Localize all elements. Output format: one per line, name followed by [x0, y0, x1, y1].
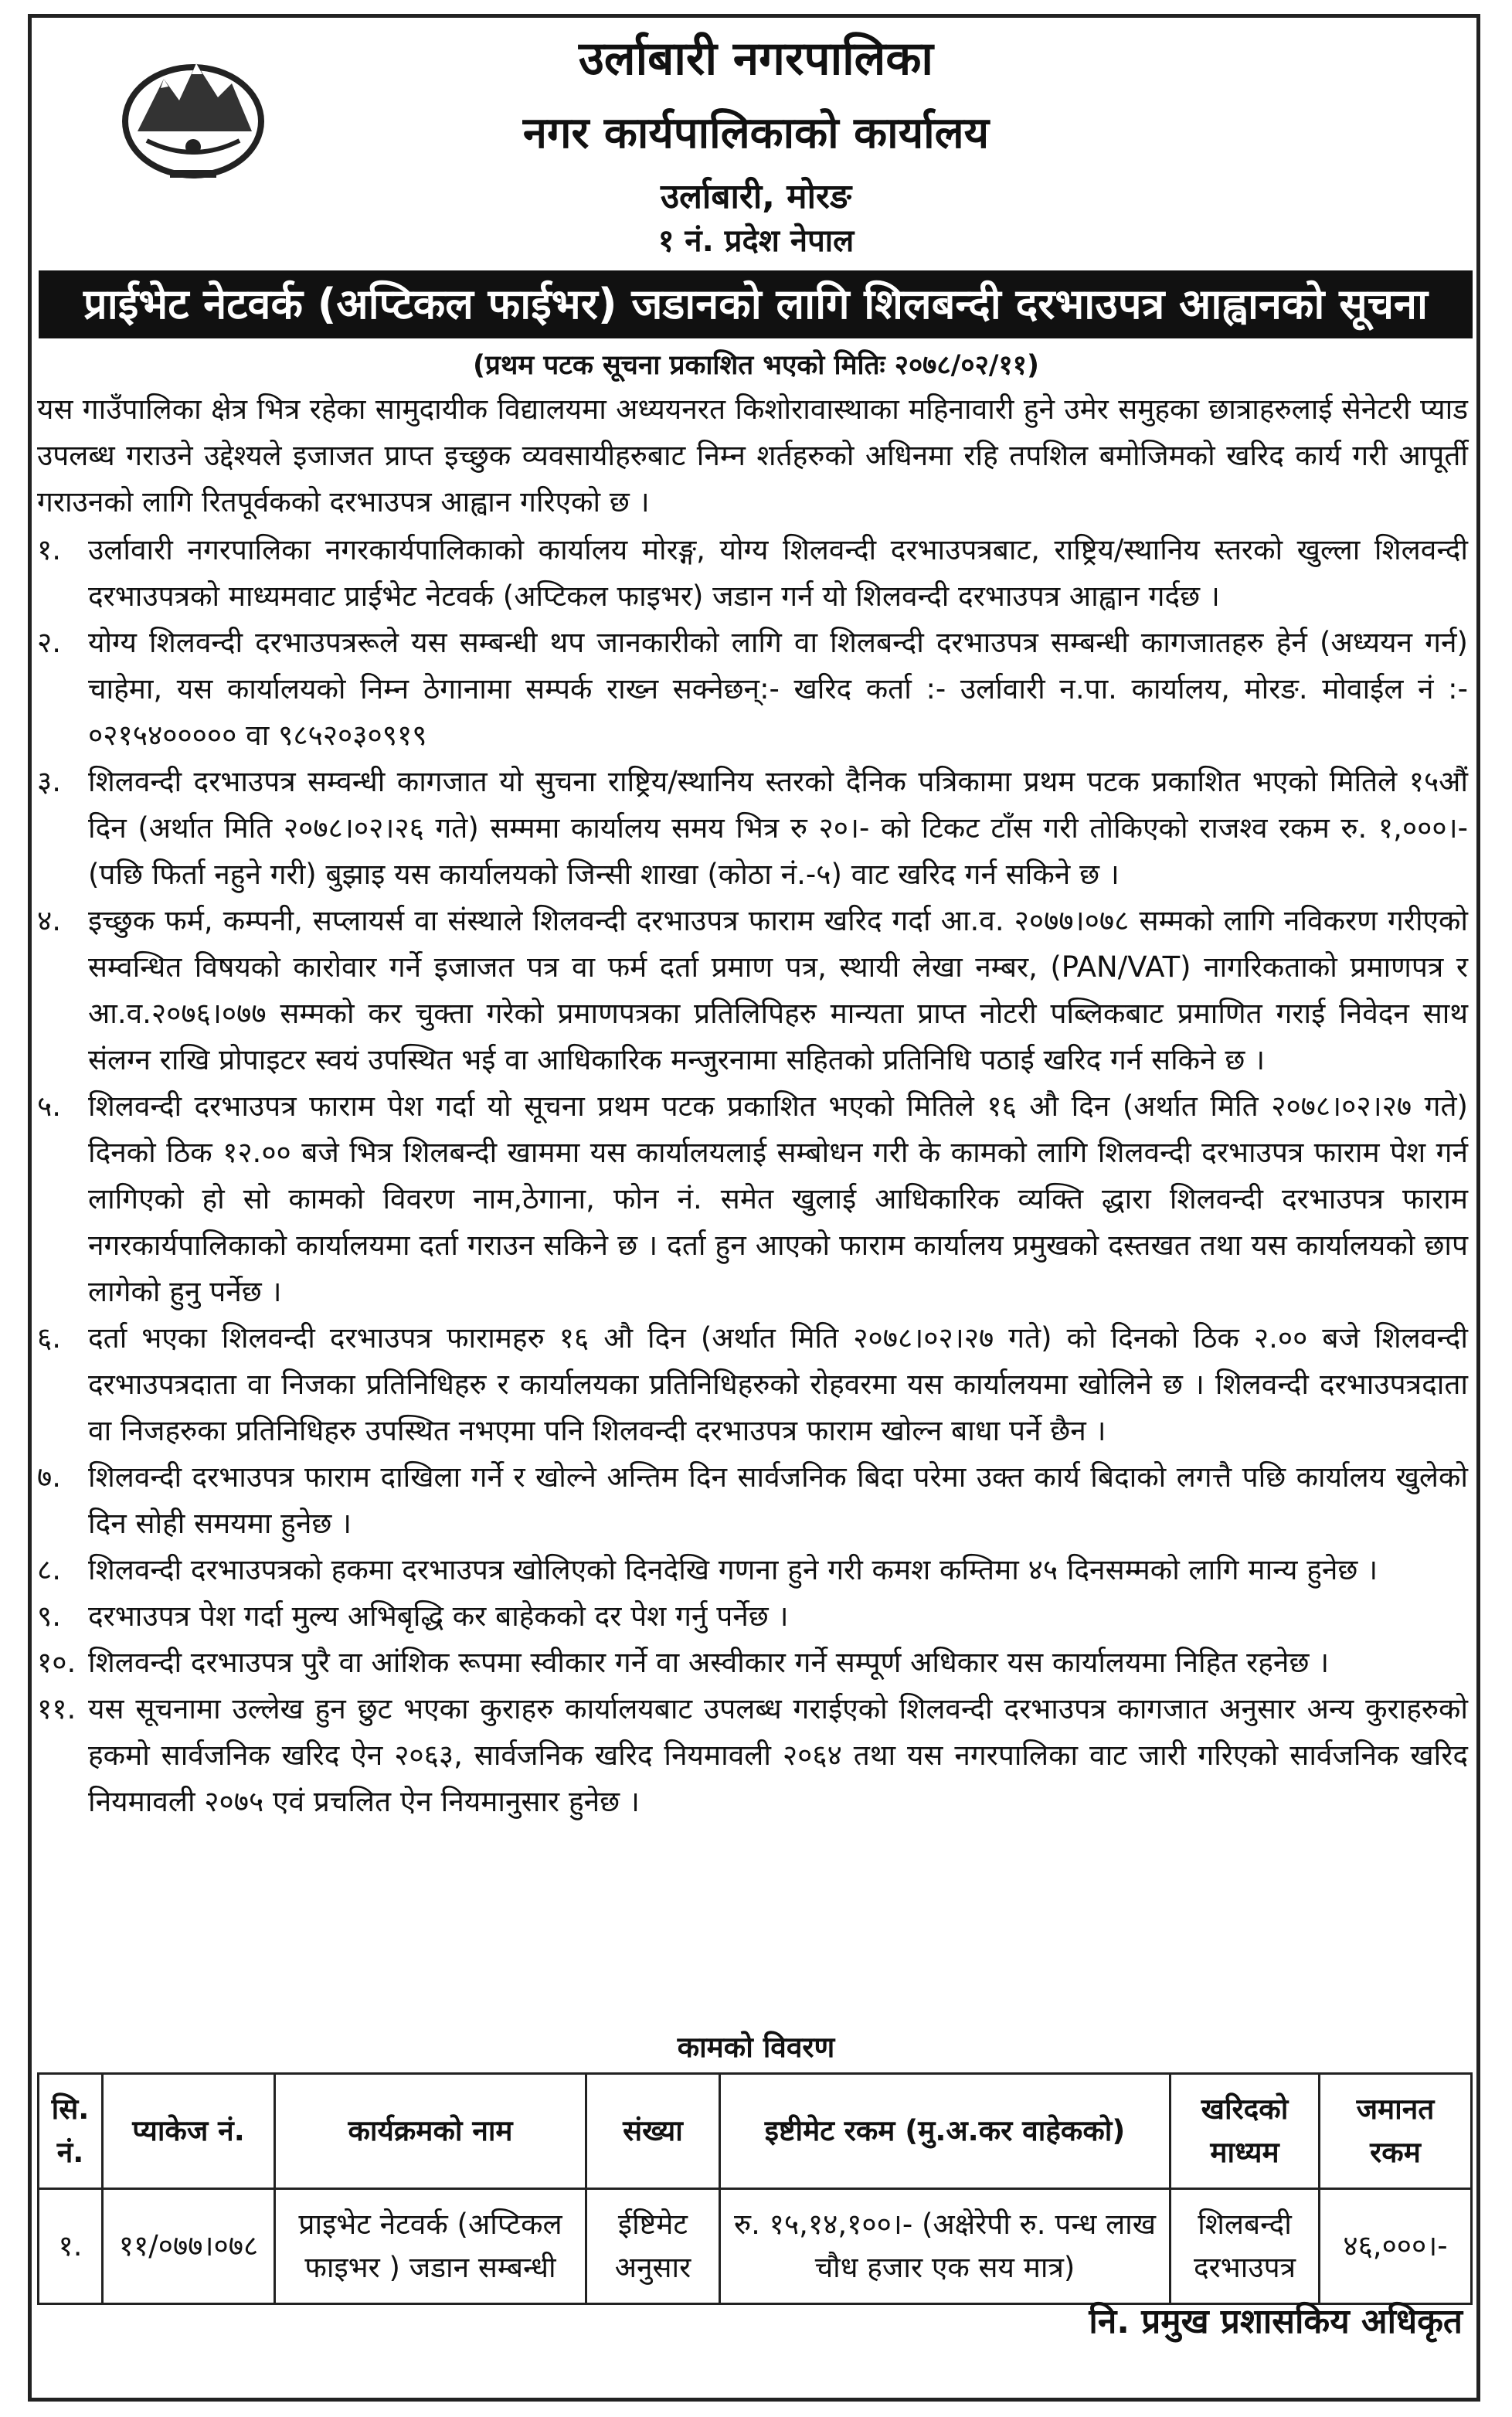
- list-item: [37, 527, 1468, 620]
- item-number: ४.: [37, 904, 62, 937]
- list-item: [37, 1315, 1468, 1454]
- list-item: [37, 898, 1468, 1083]
- cell-package: ११/०७७।०७८: [103, 2189, 275, 2304]
- column-header-quantity: संख्या: [586, 2074, 720, 2189]
- table-header-row: [39, 2074, 1472, 2189]
- notice-body: [37, 386, 1468, 1825]
- item-text: शिलवन्दी दरभाउपत्र सम्वन्धी कागजात यो सुचना राष्ट्रिय/स्थानिय स्तरको दैनिक पत्रिकामा प्रथम पटक प्रकाशित भएको मितिले १५औं दिन (अर्थात मिति २०७८।०२।२६ गते) सम्ममा कार्यालय समय भित्र रु २०।- को टिकट टाँस गरी तोकिएको राजश्व रकम रु. १,०००।- (पछि फिर्ता नहुने गरी) बुझाइ यस कार्यालयको जिन्सी शाखा (कोठा नं.-५) वाट खरिद गर्न सकिने छ ।: [88, 765, 1468, 891]
- office-name: नगर कार्यपालिकाको कार्यालय: [522, 108, 990, 158]
- list-item: [37, 1083, 1468, 1315]
- cell-method: शिलबन्दी दरभाउपत्र: [1171, 2189, 1320, 2304]
- list-item: [37, 1593, 1468, 1640]
- list-item: [37, 759, 1468, 898]
- item-text: शिलवन्दी दरभाउपत्र फाराम दाखिला गर्ने र खोल्ने अन्तिम दिन सार्वजनिक बिदा परेमा उक्त कार्य बिदाको लगत्तै पछि कार्यालय खुलेको दिन सोही समयमा हुनेछ ।: [88, 1460, 1468, 1540]
- cell-quantity: ईष्टिमेट अनुसार: [586, 2189, 720, 2304]
- list-item: [37, 1547, 1468, 1593]
- item-number: ८.: [37, 1553, 62, 1586]
- item-text: यस सूचनामा उल्लेख हुन छुट भएका कुराहरु कार्यालयबाट उपलब्ध गराईएको शिलवन्दी दरभाउपत्र कागजात अनुसार अन्य कुराहरुको हकमो सार्वजनिक खरिद ऐन २०६३, सार्वजनिक खरिद नियमावली २०६४ तथा यस नगरपालिका वाट जारी गरिएको सार्वजनिक खरिद नियमावली २०७५ एवं प्रचलित ऐन नियमानुसार हुनेछ ।: [88, 1692, 1468, 1818]
- list-item: [37, 1640, 1468, 1686]
- item-text: दरभाउपत्र पेश गर्दा मुल्य अभिबृद्धि कर बाहेकको दर पेश गर्नु पर्नेछ ।: [88, 1599, 789, 1633]
- item-number: १.: [37, 533, 62, 566]
- column-header-package: प्याकेज नं.: [103, 2074, 275, 2189]
- item-text: दर्ता भएका शिलवन्दी दरभाउपत्र फारामहरु १६ औ दिन (अर्थात मिति २०७८।०२।२७ गते) को दिनको ठिक २.०० बजे शिलवन्दी दरभाउपत्रदाता वा निजका प्रतिनिधिहरु र कार्यालयका प्रतिनिधिहरुको रोहवरमा यस कार्यालयमा खोलिने छ । शिलवन्दी दरभाउपत्रदाता वा निजहरुका प्रतिनिधिहरु उपस्थित नभएमा पनि शिलवन्दी दरभाउपत्र फाराम खोल्न बाधा पर्ने छैन ।: [88, 1321, 1468, 1447]
- column-header-security: जमानत रकम: [1320, 2074, 1472, 2189]
- column-header-program: कार्यक्रमको नाम: [275, 2074, 586, 2189]
- item-text: इच्छुक फर्म, कम्पनी, सप्लायर्स वा संस्थाले शिलवन्दी दरभाउपत्र फाराम खरिद गर्दा आ.व. २०७७।०७८ सम्मको लागि नविकरण गरीएको सम्वन्धित विषयको कारोवार गर्ने इजाजत पत्र वा फर्म दर्ता प्रमाण पत्र, स्थायी लेखा नम्बर, (PAN/VAT) नागरिकताको प्रमाणपत्र र आ.व.२०७६।०७७ सम्मको कर चुक्ता गरेको प्रमाणपत्रका प्रतिलिपिहरु मान्यता प्राप्त नोटरी पब्लिकबाट प्रमाणित गराई निवेदन साथ संलग्न राखि प्रोपाइटर स्वयं उपस्थित भई वा आधिकारिक मन्जुरनामा सहितको प्रतिनिधि पठाई खरिद गर्न सकिने छ ।: [88, 904, 1468, 1076]
- item-number: ३.: [37, 765, 62, 798]
- office-address: उर्लाबारी, मोरङ: [660, 177, 852, 216]
- list-item: [37, 1454, 1468, 1547]
- item-text: उर्लावारी नगरपालिका नगरकार्यपालिकाको कार्यालय मोरङ्ग, योग्य शिलवन्दी दरभाउपत्रबाट, राष्ट्रिय/स्थानिय स्तरको खुल्ला शिलवन्दी दरभाउपत्रको माध्यमवाट प्राईभेट नेटवर्क (अप्टिकल फाइभर) जडान गर्न यो शिलवन्दी दरभाउपत्र आह्वान गर्दछ ।: [88, 533, 1468, 613]
- item-number: ६.: [37, 1321, 62, 1355]
- table-caption: कामको विवरण: [677, 2031, 835, 2064]
- column-header-method: खरिदको माध्यम: [1171, 2074, 1320, 2189]
- municipality-name: उर्लाबारी नगरपालिका: [579, 32, 933, 86]
- item-text: शिलवन्दी दरभाउपत्र पुरै वा आंशिक रूपमा स्वीकार गर्ने वा अस्वीकार गर्ने सम्पूर्ण अधिकार यस कार्यालयमा निहित रहनेछ ।: [88, 1646, 1330, 1679]
- item-number: ९.: [37, 1599, 62, 1633]
- column-header-estimate: इष्टीमेट रकम (मु.अ.कर वाहेकको): [720, 2074, 1171, 2189]
- item-number: २.: [37, 626, 62, 659]
- cell-program: प्राइभेट नेटवर्क (अप्टिकल फाइभर ) जडान सम्बन्धी: [275, 2189, 586, 2304]
- cell-serial: १.: [39, 2189, 103, 2304]
- item-number: १०.: [37, 1646, 76, 1679]
- item-text: शिलवन्दी दरभाउपत्रको हकमा दरभाउपत्र खोलिएको दिनदेखि गणना हुने गरी कमश कम्तिमा ४५ दिनसम्मको लागि मान्य हुनेछ ।: [88, 1553, 1378, 1586]
- notice-title: प्राईभेट नेटवर्क (अप्टिकल फाईभर) जडानको लागि शिलबन्दी दरभाउपत्र आह्वानको सूचना: [39, 270, 1473, 338]
- work-details-table: [37, 2072, 1473, 2305]
- list-item: [37, 1686, 1468, 1825]
- cell-security: ४६,०००।-: [1320, 2189, 1472, 2304]
- published-date: (प्रथम पटक सूचना प्रकाशित भएको मितिः २०७८/०२/११): [473, 350, 1039, 381]
- item-text: योग्य शिलवन्दी दरभाउपत्ररूले यस सम्बन्धी थप जानकारीको लागि वा शिलबन्दी दरभाउपत्र सम्बन्धी कागजातहरु हेर्न (अध्ययन गर्न) चाहेमा, यस कार्यालयको निम्न ठेगानामा सम्पर्क राख्न सक्नेछन्:- खरिद कर्ता :- उर्लावारी न.पा. कार्यालय, मोरङ. मोवाईल नं :- ०२१५४००००० वा ९८५२०३०९१९: [88, 626, 1468, 752]
- province-label: १ नं. प्रदेश नेपाल: [657, 223, 855, 259]
- conditions-list: [37, 527, 1468, 1825]
- table-row: [39, 2189, 1472, 2304]
- item-number: ११.: [37, 1692, 76, 1725]
- list-item: [37, 620, 1468, 759]
- item-number: ५.: [37, 1090, 62, 1123]
- signatory: नि. प्रमुख प्रशासकिय अधिकृत: [1089, 2302, 1463, 2341]
- column-header-serial: सि. नं.: [39, 2074, 103, 2189]
- item-text: शिलवन्दी दरभाउपत्र फाराम पेश गर्दा यो सूचना प्रथम पटक प्रकाशित भएको मितिले १६ औ दिन (अर्थात मिति २०७८।०२।२७ गते) दिनको ठिक १२.०० बजे भित्र शिलबन्दी खाममा यस कार्यालयलाई सम्बोधन गरी के कामको लागि शिलवन्दी दरभाउपत्र फाराम पेश गर्न लागिएको हो सो कामको विवरण नाम,ठेगाना, फोन नं. समेत खुलाई आधिकारिक व्यक्ति द्धारा शिलवन्दी दरभाउपत्र फाराम नगरकार्यपालिकाको कार्यालयमा दर्ता गराउन सकिने छ । दर्ता हुन आएको फाराम कार्यालय प्रमुखको दस्तखत तथा यस कार्यालयको छाप लागेको हुनु पर्नेछ ।: [88, 1090, 1468, 1308]
- cell-estimate: रु. १५,१४,१००।- (अक्षेरेपी रु. पन्ध लाख चौध हजार एक सय मात्र): [720, 2189, 1171, 2304]
- intro-paragraph: यस गाउँपालिका क्षेत्र भित्र रहेका सामुदायीक विद्यालयमा अध्ययनरत किशोरावास्थाका महिनावारी हुने उमेर समुहका छात्राहरुलाई सेनेटरी प्याड उपलब्ध गराउने उद्देश्यले इजाजत प्राप्त इच्छुक व्यवसायीहरुबाट निम्न शर्तहरुको अधिनमा रहि तपशिल बमोजिमको खरिद कार्य गरी आपूर्ती गराउनको लागि रितपूर्वकको दरभाउपत्र आह्वान गरिएको छ ।: [37, 393, 1468, 518]
- item-number: ७.: [37, 1460, 62, 1494]
